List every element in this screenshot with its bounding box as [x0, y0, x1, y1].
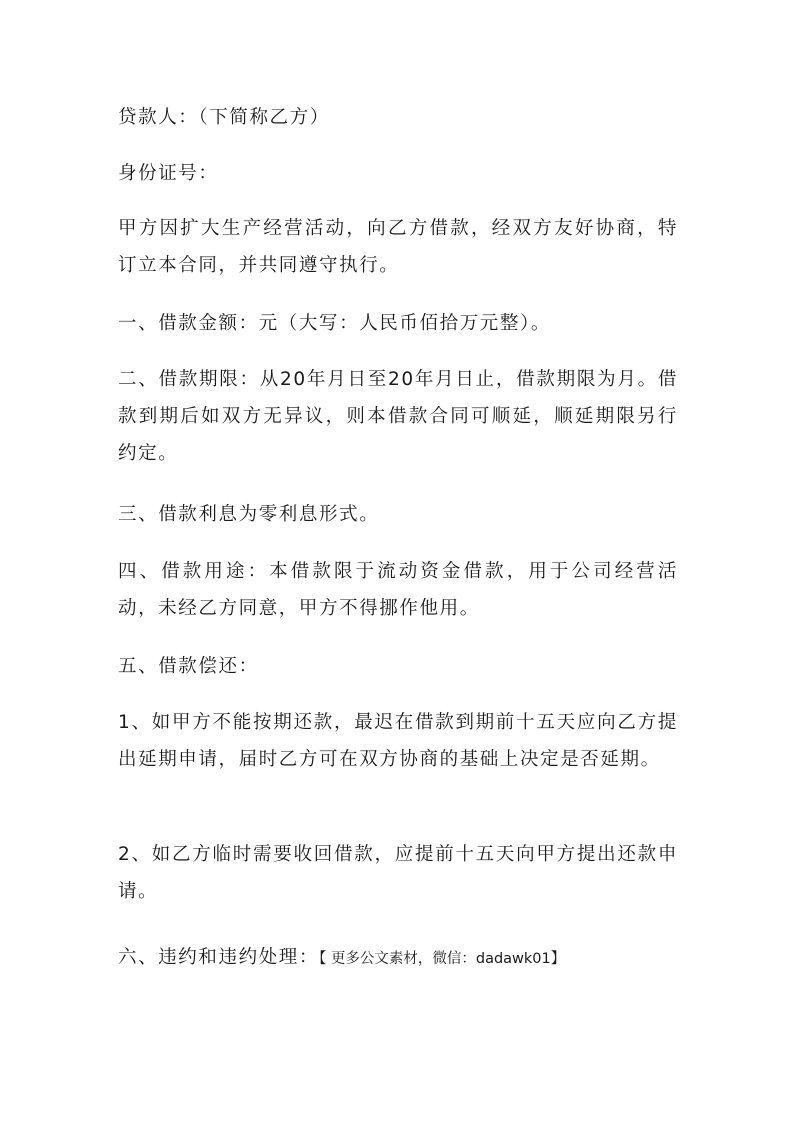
clause-interest: 三、借款利息为零利息形式。 [118, 504, 380, 525]
clause-repay-heading: 五、借款偿还： [118, 656, 259, 677]
clause-repay-item-2: 2、如乙方临时需要收回借款，应提前十五天向甲方提出还款申请。 [118, 844, 678, 902]
clause-breach [118, 939, 678, 978]
clause-usage: 四、借款用途：本借款限于流动资金借款，用于公司经营活动，未经乙方同意，甲方不得挪作他用。 [118, 561, 678, 619]
id-number-line: 身份证号： [118, 163, 219, 184]
clause-term: 二、借款期限：从20年月日至20年月日止，借款期限为月。借款到期后如双方无异议，则本借款合同可顺延，顺延期限另行约定。 [118, 369, 678, 464]
intro-paragraph: 甲方因扩大生产经营活动，向乙方借款，经双方友好协商，特订立本合同，并共同遵守执行。 [118, 218, 678, 276]
clause-breach-heading: 六、违约和违约处理： [118, 947, 320, 968]
lender-line: 贷款人：（下简称乙方） [118, 107, 330, 128]
clause-amount: 一、借款金额：元（大写：人民币佰拾万元整）。 [118, 313, 551, 334]
promo-note: 【 更多公文素材，微信：dadawk01】 [319, 951, 566, 967]
clause-repay-item-1: 1、如甲方不能按期还款，最迟在借款到期前十五天应向乙方提出延期申请，届时乙方可在双方协商的基础上决定是否延期。 [118, 712, 678, 770]
